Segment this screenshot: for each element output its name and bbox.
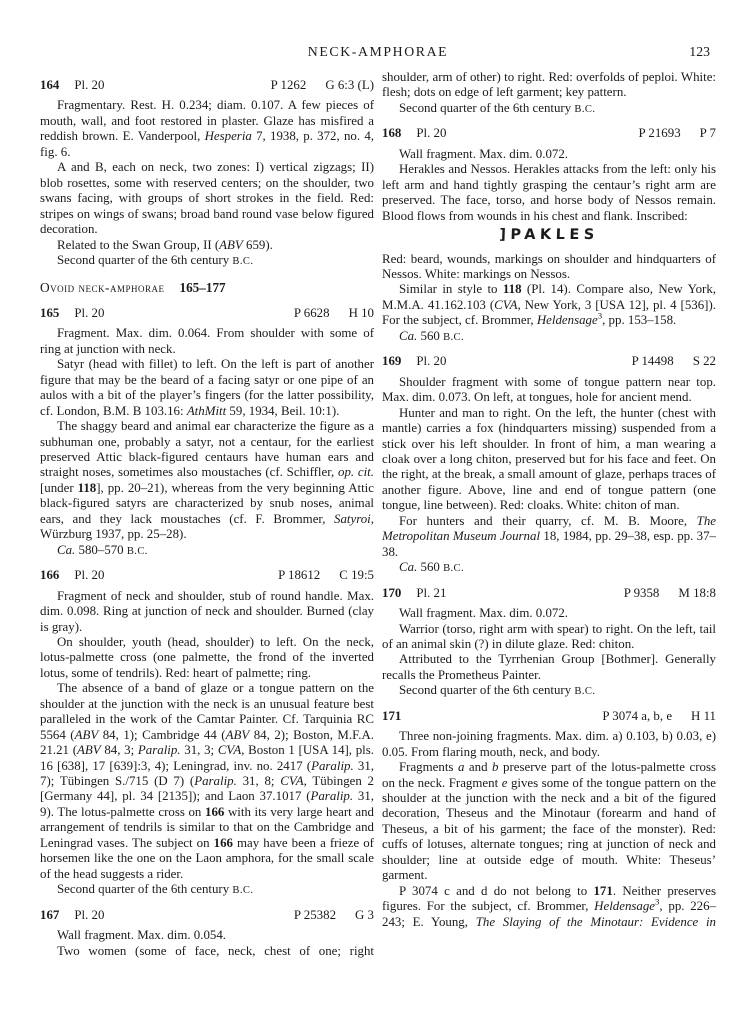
paragraph bbox=[382, 329, 716, 345]
text-segment: Related to the Swan Group, II ( bbox=[57, 237, 220, 252]
text-columns bbox=[40, 70, 716, 959]
text-segment: 580–570 bbox=[75, 542, 127, 557]
text-segment: B.C. bbox=[443, 331, 465, 343]
entry-grid-reference: H 10 bbox=[348, 305, 374, 320]
paragraph bbox=[40, 543, 374, 559]
paragraph bbox=[382, 406, 716, 514]
paragraph bbox=[382, 622, 716, 653]
paragraph bbox=[382, 101, 716, 117]
paragraph bbox=[382, 606, 716, 621]
paragraph bbox=[40, 882, 374, 898]
text-segment: Shoulder fragment with some of tongue pattern near top. Max. dim. 0.073. On left, at tongues, hole for ancient mend. bbox=[382, 374, 716, 405]
entry-inventory-number: P 21693 bbox=[638, 126, 681, 141]
text-segment: Second quarter of the 6th century bbox=[57, 882, 233, 897]
entry-inventory-number: P 14498 bbox=[631, 354, 674, 369]
text-segment: For hunters and their quarry, cf. M. B. Moore, bbox=[399, 513, 697, 528]
text-segment: B.C. bbox=[232, 885, 254, 897]
text-segment: a bbox=[457, 760, 465, 775]
paragraph bbox=[382, 560, 716, 576]
entry-heading bbox=[40, 306, 374, 321]
text-segment: [under bbox=[40, 480, 78, 495]
text-segment: with its very large heart and arrangement of tendrils is similar to that on the Cambridge and Leningrad vases. The subject on bbox=[40, 804, 374, 850]
paragraph bbox=[382, 147, 716, 162]
entry-heading bbox=[40, 568, 374, 583]
text-segment: 84, 1); Cambridge 44 ( bbox=[98, 727, 226, 742]
section-label: Ovoid neck-amphorae bbox=[40, 280, 165, 296]
entry-plate-ref: Pl. 20 bbox=[74, 305, 105, 320]
text-segment: 31, 8; bbox=[236, 774, 281, 789]
text-segment: B.C. bbox=[232, 255, 254, 267]
text-segment: Ca. bbox=[57, 542, 76, 557]
text-segment: , Boston 1 [USA 14], pls. 16 [638], 17 [639]:3, 4); Leningrad, inv. no. 2417 ( bbox=[40, 743, 375, 773]
entry-inventory-number: P 1262 bbox=[270, 78, 307, 92]
entry-inventory-number: P 25382 bbox=[293, 907, 337, 922]
text-segment: B.C. bbox=[126, 545, 148, 557]
text-segment: op. cit. bbox=[338, 465, 374, 480]
vase-inscription: ]PAKLES bbox=[499, 227, 600, 244]
text-segment: Three non-joining fragments. Max. dim. a) 0.103, b) 0.03, e) 0.05. From flaring mouth, neck, and body. bbox=[382, 729, 716, 759]
text-segment: Heldensage bbox=[594, 899, 656, 914]
paragraph bbox=[40, 238, 374, 253]
entry-grid-reference: S 22 bbox=[692, 354, 716, 369]
text-segment: Herakles and Nessos. Herakles attacks from the left: only his left arm and hand tightly grasping the centaur’s right arm are preserved. The face, torso, and horse body of Nessos remain. Blood flows from wounds in his chest and flank. Inscribed: bbox=[382, 162, 716, 223]
text-segment: 659). bbox=[242, 237, 273, 252]
entry-inventory-number: P 9358 bbox=[623, 585, 660, 600]
text-segment: Wall fragment. Max. dim. 0.054. bbox=[57, 928, 227, 943]
text-segment: , pp. 226–243; E. Young, bbox=[382, 899, 717, 929]
text-segment: Wall fragment. Max. dim. 0.072. bbox=[399, 606, 569, 621]
entry-number: 168 bbox=[382, 126, 402, 141]
entry-heading bbox=[382, 126, 716, 141]
entry-plate-ref: Pl. 20 bbox=[74, 907, 105, 922]
text-segment: Hesperia bbox=[204, 129, 252, 144]
text-segment: shoulder, arm of other) to right. Red: overfolds of peploi. White: flesh; dots on edge of left garment; key pattern. bbox=[382, 70, 716, 100]
entry-number: 169 bbox=[382, 354, 402, 369]
text-segment: A and B, each on neck, two zones: I) vertical zigzags; II) blob rosettes, some with reserved centers; on the shoulder, two swans facing, with groups of short strokes in the field. Red: stripes on wings of swans; broad band round vase below figured decoration. bbox=[40, 160, 374, 237]
section-heading bbox=[40, 280, 374, 296]
text-segment: , New York, 3 [USA 12], pl. 4 [536]). For the subject, cf. Brommer, bbox=[382, 297, 716, 328]
text-segment: Second quarter of the 6th century bbox=[57, 252, 233, 267]
paragraph bbox=[382, 162, 716, 224]
paragraph bbox=[40, 928, 374, 943]
text-segment: , pp. 153–158. bbox=[602, 313, 677, 328]
text-segment: Similar in style to bbox=[399, 282, 503, 297]
entry-heading-left bbox=[382, 586, 446, 601]
text-segment: gives some of the tongue pattern on the shoulder at the junction with the neck and a bit of the figured decoration, Theseus and the Minotaur (forearm and hand of Theseus, a bit of his garment; the face of the monster). Red: cuffs of lotuses, alternate tongues; ring at junction of neck and shoulder; line at outside edge of mouth. White: Theseus’ garment. bbox=[382, 775, 716, 883]
paragraph bbox=[382, 375, 716, 406]
text-segment: 31, 3; bbox=[180, 743, 218, 758]
entry-heading bbox=[40, 78, 374, 93]
text-segment: 118 bbox=[502, 282, 522, 297]
text-segment: and bbox=[464, 760, 493, 775]
paragraph bbox=[40, 419, 374, 543]
text-segment: AthMitt bbox=[186, 403, 227, 418]
entry-heading bbox=[382, 586, 716, 601]
paragraph bbox=[40, 635, 374, 681]
entry-number: 166 bbox=[40, 568, 60, 583]
paragraph bbox=[40, 98, 374, 160]
text-segment: 18, 1984, pp. 29–38, esp. pp. 37–38. bbox=[382, 529, 716, 559]
text-segment: 7, 1938, p. 372, no. 4, fig. 6. bbox=[40, 129, 374, 159]
entry-plate-ref: Pl. 21 bbox=[416, 585, 447, 600]
entry-grid-reference: P 7 bbox=[699, 126, 716, 141]
entry-heading-left bbox=[382, 354, 446, 369]
entry-number: 170 bbox=[382, 585, 402, 600]
entry-heading bbox=[382, 709, 716, 724]
paragraph bbox=[382, 884, 716, 930]
paragraph bbox=[40, 357, 374, 419]
text-segment: ABV bbox=[74, 727, 99, 742]
text-segment: The absence of a band of glaze or a tongue pattern on the shoulder at the junction with the neck is an unusual feature best paralleled in the work of the Camtar Painter. Cf. Tarquinia RC 5564 ( bbox=[40, 681, 374, 742]
entry-number: 167 bbox=[40, 907, 60, 922]
entry-plate-ref: Pl. 20 bbox=[74, 568, 105, 583]
text-segment: 560 bbox=[417, 560, 444, 575]
text-segment: 84, 3; bbox=[100, 743, 138, 758]
paragraph bbox=[382, 683, 716, 699]
paragraph bbox=[382, 70, 716, 101]
entry-heading-right bbox=[632, 354, 716, 369]
text-segment: Fragment of neck and shoulder, stub of round handle. Max. dim. 0.098. Ring at junction of neck and shoulder. Burned (clay is gray). bbox=[40, 588, 374, 634]
text-segment: Paralip. bbox=[194, 774, 237, 789]
text-segment: B.C. bbox=[574, 103, 596, 115]
text-segment: B.C. bbox=[574, 686, 596, 698]
entry-plate-ref: Pl. 20 bbox=[416, 354, 447, 369]
text-segment: P 3074 c and d do not belong to bbox=[399, 883, 594, 898]
text-segment: Paralip. bbox=[311, 758, 354, 773]
section-range: 165–177 bbox=[179, 280, 226, 296]
text-segment: The Metropolitan Museum Journal bbox=[382, 513, 716, 544]
text-segment: Satyr (head with fillet) to left. On the left is part of another figure that may be the beard of a facing satyr or one pipe of an aulos with a bit of the player’s fingers (for the latter possibility, cf. London, B.M. B 103.16: bbox=[40, 357, 374, 418]
text-segment: ABV bbox=[225, 727, 250, 742]
paragraph bbox=[40, 589, 374, 635]
text-segment: may have been a frieze of horsemen like the one on the Laon amphora, for the small scale of the head suggests a rider. bbox=[40, 835, 374, 881]
text-segment: , Würzburg 1937, pp. 25–28). bbox=[40, 511, 374, 542]
entry-grid-reference: M 18:8 bbox=[678, 585, 716, 600]
text-segment: b bbox=[492, 760, 499, 775]
entry-heading-right bbox=[271, 78, 374, 93]
text-segment: 31, 9). The lotus-palmette cross on bbox=[40, 789, 374, 819]
text-segment: 166 bbox=[205, 804, 225, 819]
text-segment: ABV bbox=[219, 237, 243, 252]
text-segment: Heldensage bbox=[536, 313, 598, 328]
entry-heading bbox=[382, 354, 716, 369]
text-segment: The shaggy beard and animal ear characterize the figure as a subhuman one, probably a satyr, not a centaur, for the earliest preserved Attic black-figured centaurs have human ears and straight noses, sometimes also moustaches (cf. Schiffler, bbox=[40, 419, 374, 480]
entry-number: 165 bbox=[40, 305, 60, 320]
entry-heading-left bbox=[40, 908, 104, 923]
text-segment: e bbox=[501, 775, 508, 790]
paragraph bbox=[40, 326, 374, 357]
entry-heading-left bbox=[40, 568, 104, 583]
text-segment: The Slaying of the Minotaur: Evidence in bbox=[475, 914, 716, 929]
paragraph bbox=[382, 760, 716, 884]
entry-grid-reference: H 11 bbox=[691, 708, 716, 723]
entry-heading-right bbox=[294, 908, 374, 923]
entry-heading bbox=[40, 908, 374, 923]
paragraph bbox=[40, 944, 374, 959]
text-segment: , Tübingen 2 [Germany 44], pl. 34 [2135]); and Laon 37.1017 ( bbox=[40, 774, 375, 804]
text-segment: Fragment. Max. dim. 0.064. From shoulder with some of ring at junction with neck. bbox=[40, 326, 374, 356]
text-segment: Two women (some of face, neck, chest of one; right bbox=[57, 943, 374, 958]
text-segment: Second quarter of the 6th century bbox=[399, 100, 575, 115]
paragraph bbox=[382, 652, 716, 683]
entry-number: 171 bbox=[382, 708, 402, 723]
page-number: 123 bbox=[689, 44, 710, 59]
paragraph bbox=[40, 681, 374, 882]
text-segment: ], pp. 20–21), whereas from the very beginning Attic black-figured satyrs are characterized by snub noses, animal ears, and they lack moustaches (cf. F. Brommer, bbox=[40, 480, 374, 526]
paragraph bbox=[40, 160, 374, 237]
text-segment: Warrior (torso, right arm with spear) to right. On the left, tail of an animal skin (?) in dilute glaze. Red: chiton. bbox=[382, 621, 716, 651]
entry-inventory-number: P 3074 a, b, e bbox=[602, 708, 673, 723]
text-segment: . Neither preserves figures. For the subject, cf. Brommer, bbox=[382, 883, 716, 914]
text-segment: 3 bbox=[597, 311, 603, 322]
text-segment: On shoulder, youth (head, shoulder) to left. On the neck, lotus-palmette cross (one palmette, the frond of the inverted lotus, some of tendrils). Red: heart of palmette; ring. bbox=[40, 634, 374, 680]
text-segment: 59, 1934, Beil. 10:1). bbox=[226, 403, 340, 418]
entry-heading-right bbox=[278, 568, 374, 583]
text-segment: 3 bbox=[655, 896, 660, 907]
text-segment: Wall fragment. Max. dim. 0.072. bbox=[399, 146, 569, 161]
text-segment: B.C. bbox=[443, 563, 465, 575]
paragraph bbox=[382, 252, 716, 283]
text-segment: 171 bbox=[593, 883, 613, 898]
entry-heading-left bbox=[382, 126, 446, 141]
entry-grid-reference: C 19:5 bbox=[339, 568, 374, 583]
text-segment: Ca. bbox=[399, 560, 418, 575]
running-title: NECK-AMPHORAE bbox=[307, 44, 449, 59]
text-segment: CVA bbox=[280, 774, 304, 789]
text-segment: Hunter and man to right. On the left, the hunter (chest with mantle) carries a fox (hindquarters missing) suspended from a stick over his left shoulder. In front of him, a man wearing a cloak over a long chiton, preserved but for his face and feet. On the right, at the break, a small amount of glaze, perhaps traces of another figure. Above, line and end of tongue pattern (one tongue, line between). Red: cloaks. White: chiton of man. bbox=[382, 405, 716, 513]
entry-number: 164 bbox=[40, 78, 60, 92]
text-segment: ABV bbox=[77, 743, 101, 758]
text-segment: Red: beard, wounds, markings on shoulder and hindquarters of Nessos. White: markings on Nessos. bbox=[382, 251, 716, 281]
text-segment: CVA bbox=[494, 297, 518, 312]
text-segment: Satyroi bbox=[334, 511, 371, 526]
text-segment: 166 bbox=[213, 835, 233, 850]
entry-plate-ref: Pl. 20 bbox=[74, 78, 105, 92]
entry-heading-right bbox=[639, 126, 717, 141]
text-segment: preserve part of the lotus-palmette cross on the neck. Fragment bbox=[382, 760, 716, 790]
text-segment: 118 bbox=[77, 480, 97, 495]
text-segment: 560 bbox=[417, 328, 444, 343]
text-segment: Ca. bbox=[399, 328, 418, 343]
text-segment: Fragments bbox=[399, 760, 458, 775]
entry-heading-right bbox=[624, 586, 716, 601]
entry-grid-reference: G 6:3 (L) bbox=[325, 78, 374, 92]
running-head bbox=[40, 44, 716, 62]
paragraph bbox=[40, 253, 374, 269]
entry-inventory-number: P 6628 bbox=[293, 305, 330, 320]
entry-heading-left bbox=[40, 78, 104, 93]
entry-heading-left bbox=[40, 306, 104, 321]
entry-heading-left bbox=[382, 709, 401, 724]
entry-heading-right bbox=[602, 709, 716, 724]
right-column bbox=[382, 70, 716, 959]
text-segment: (Pl. 14). Compare also, New York, M.M.A. 41.162.103 ( bbox=[382, 282, 716, 312]
entry-heading-right bbox=[294, 306, 374, 321]
text-segment: Fragmentary. Rest. H. 0.234; diam. 0.107. A few pieces of mouth, wall, and foot restored in plaster. Glaze has misfired a reddish brown. E. Vanderpool, bbox=[40, 98, 374, 144]
paragraph bbox=[382, 729, 716, 760]
text-segment: Second quarter of the 6th century bbox=[399, 683, 575, 698]
text-segment: Attributed to the Tyrrhenian Group [Bothmer]. Generally recalls the Prometheus Painter. bbox=[382, 652, 716, 682]
text-segment: CVA bbox=[217, 743, 242, 758]
text-segment: 31, 7); Tübingen S./715 (D 7) ( bbox=[40, 758, 374, 789]
text-segment: 84, 2); Boston, M.F.A. 21.21 ( bbox=[40, 727, 374, 758]
entry-plate-ref: Pl. 20 bbox=[416, 126, 447, 141]
text-segment: Paralip. bbox=[310, 789, 354, 804]
paragraph bbox=[382, 514, 716, 560]
left-column bbox=[40, 70, 374, 959]
entry-inventory-number: P 18612 bbox=[278, 568, 321, 583]
text-segment: Paralip. bbox=[137, 743, 181, 758]
paragraph bbox=[382, 282, 716, 328]
entry-grid-reference: G 3 bbox=[355, 907, 374, 922]
